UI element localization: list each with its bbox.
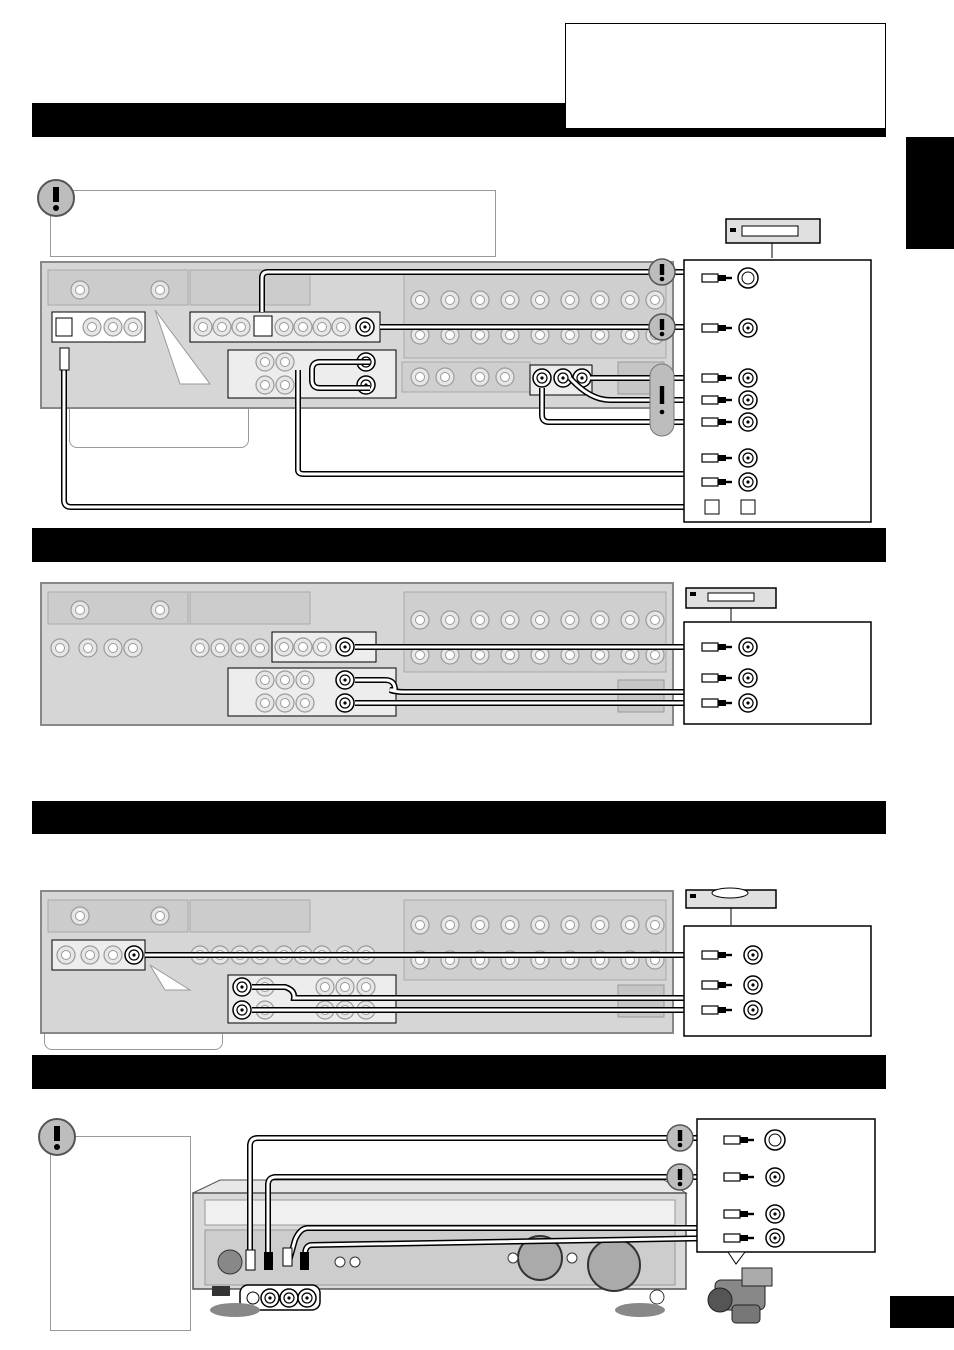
vcr-icon	[726, 219, 820, 243]
warning-icon	[649, 314, 675, 340]
warning-icon	[38, 180, 74, 216]
turntable-icon	[686, 888, 776, 908]
tape-deck-icon	[686, 588, 776, 608]
warning-icon	[649, 259, 675, 285]
warning-icon	[667, 1164, 693, 1190]
warning-icon	[39, 1119, 75, 1155]
camcorder-icon	[708, 1268, 772, 1323]
warning-icon	[667, 1125, 693, 1151]
